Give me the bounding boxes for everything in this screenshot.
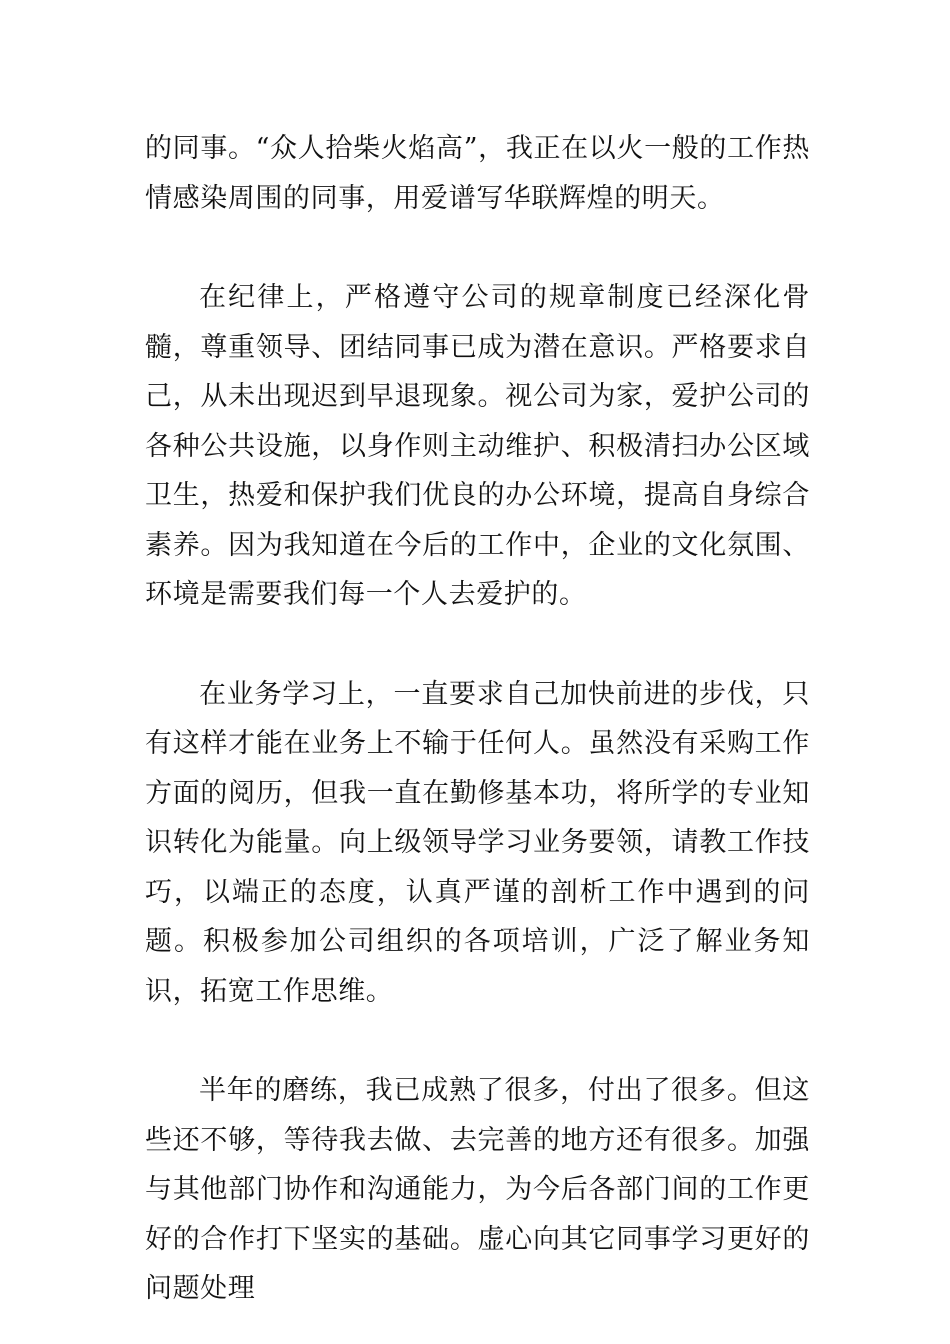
paragraph-spacer	[145, 1016, 810, 1066]
document-page	[145, 124, 810, 1314]
paragraph-half-year-review: 半年的磨练，我已成熟了很多，付出了很多。但这些还不够，等待我去做、去完善的地方还有很多。加强与其他部门协作和沟通能力，为今后各部门间的工作更好的合作打下坚实的基础。虚心向其它同事学习更好的问题处理	[145, 1075, 810, 1304]
paragraph-discipline: 在纪律上，严格遵守公司的规章制度已经深化骨髓，尊重领导、团结同事已成为潜在意识。严格要求自己，从未出现迟到早退现象。视公司为家，爱护公司的各种公共设施，以身作则主动维护、积极清扫办公区域卫生，热爱和保护我们优良的办公环境，提高自身综合素养。因为我知道在今后的工作中，企业的文化氛围、环境是需要我们每一个人去爱护的。	[145, 282, 810, 610]
paragraph-spacer	[145, 620, 810, 670]
paragraph-continuation: 的同事。“众人拾柴火焰高”，我正在以火一般的工作热情感染周围的同事，用爱谱写华联辉煌的明天。	[145, 133, 810, 214]
paragraph-spacer	[145, 223, 810, 273]
paragraph-business-learning: 在业务学习上，一直要求自己加快前进的步伐，只有这样才能在业务上不输于任何人。虽然没有采购工作方面的阅历，但我一直在勤修基本功，将所学的专业知识转化为能量。向上级领导学习业务要领，请教工作技巧，以端正的态度，认真严谨的剖析工作中遇到的问题。积极参加公司组织的各项培训，广泛了解业务知识，拓宽工作思维。	[145, 678, 810, 1007]
